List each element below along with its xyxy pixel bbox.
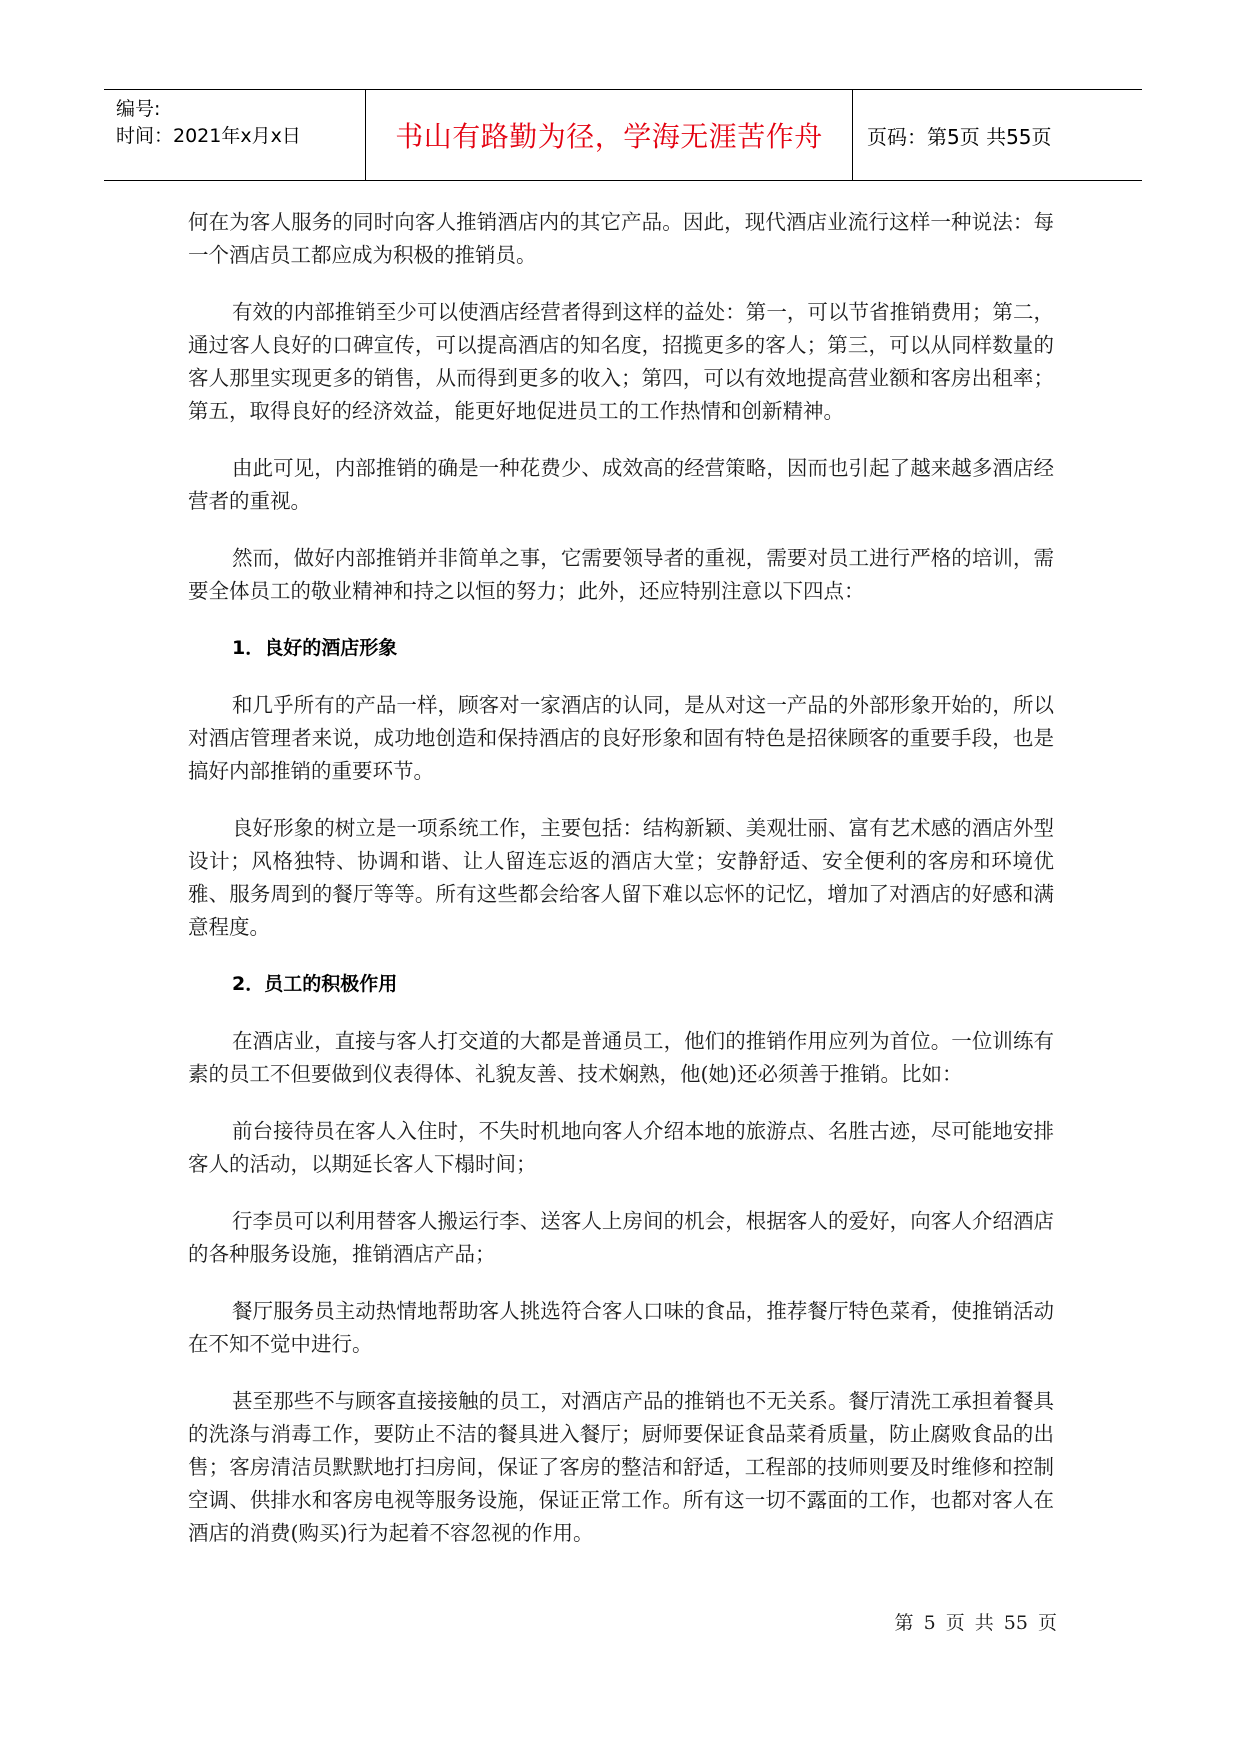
serial-label: 编号: [116,98,161,120]
time-label: 时间：2021年x月x日 [116,125,301,147]
document-body [188,206,1054,1574]
header-page-label: 页码：第5页 共55页 [867,124,1052,149]
page-footer: 第 5 页 共 55 页 [894,1612,1057,1634]
paragraph: 餐厅服务员主动热情地帮助客人挑选符合客人口味的食品，推荐餐厅特色菜肴，使推销活动在不知不觉中进行。 [188,1299,1054,1356]
paragraph: 有效的内部推销至少可以使酒店经营者得到这样的益处：第一，可以节省推销费用；第二，通过客人良好的口碑宣传，可以提高酒店的知名度，招揽更多的客人；第三，可以从同样数量的客人那里实现更多的销售，从而得到更多的收入；第四，可以有效地提高营业额和客房出租率；第五，取得良好的经济效益，能更好地促进员工的工作热情和创新精神。 [188,300,1054,423]
header-meta-cell [104,90,366,180]
header-page-cell [853,90,1142,180]
paragraph: 何在为客人服务的同时向客人推销酒店内的其它产品。因此，现代酒店业流行这样一种说法：每一个酒店员工都应成为积极的推销员。 [188,210,1054,267]
motto-text: 书山有路勤为径，学海无涯苦作舟 [395,120,823,153]
paragraph: 行李员可以利用替客人搬运行李、送客人上房间的机会，根据客人的爱好，向客人介绍酒店的各种服务设施，推销酒店产品； [188,1209,1054,1266]
section-heading-staff: 2．员工的积极作用 [232,973,398,995]
paragraph: 在酒店业，直接与客人打交道的大都是普通员工，他们的推销作用应列为首位。一位训练有素的员工不但要做到仪表得体、礼貌友善、技术娴熟，他(她)还必须善于推销。比如： [188,1029,1054,1086]
paragraph: 然而，做好内部推销并非简单之事，它需要领导者的重视，需要对员工进行严格的培训，需要全体员工的敬业精神和持之以恒的努力；此外，还应特别注意以下四点： [188,546,1054,603]
section-heading-image: 1．良好的酒店形象 [232,637,398,659]
page-header [104,89,1142,181]
paragraph: 良好形象的树立是一项系统工作，主要包括：结构新颖、美观壮丽、富有艺术感的酒店外型设计；风格独特、协调和谐、让人留连忘返的酒店大堂；安静舒适、安全便利的客房和环境优雅、服务周到的餐厅等等。所有这些都会给客人留下难以忘怀的记忆，增加了对酒店的好感和满意程度。 [188,816,1054,939]
paragraph: 由此可见，内部推销的确是一种花费少、成效高的经营策略，因而也引起了越来越多酒店经营者的重视。 [188,456,1054,513]
paragraph: 和几乎所有的产品一样，顾客对一家酒店的认同，是从对这一产品的外部形象开始的，所以对酒店管理者来说，成功地创造和保持酒店的良好形象和固有特色是招徕顾客的重要手段，也是搞好内部推销的重要环节。 [188,693,1054,783]
paragraph: 前台接待员在客人入住时，不失时机地向客人介绍本地的旅游点、名胜古迹，尽可能地安排客人的活动，以期延长客人下榻时间； [188,1119,1054,1176]
header-motto-cell [366,90,853,180]
paragraph: 甚至那些不与顾客直接接触的员工，对酒店产品的推销也不无关系。餐厅清洗工承担着餐具的洗涤与消毒工作，要防止不洁的餐具进入餐厅；厨师要保证食品菜肴质量，防止腐败食品的出售；客房清洁员默默地打扫房间，保证了客房的整洁和舒适，工程部的技师则要及时维修和控制空调、供排水和客房电视等服务设施，保证正常工作。所有这一切不露面的工作，也都对客人在酒店的消费(购买)行为起着不容忽视的作用。 [188,1389,1054,1545]
